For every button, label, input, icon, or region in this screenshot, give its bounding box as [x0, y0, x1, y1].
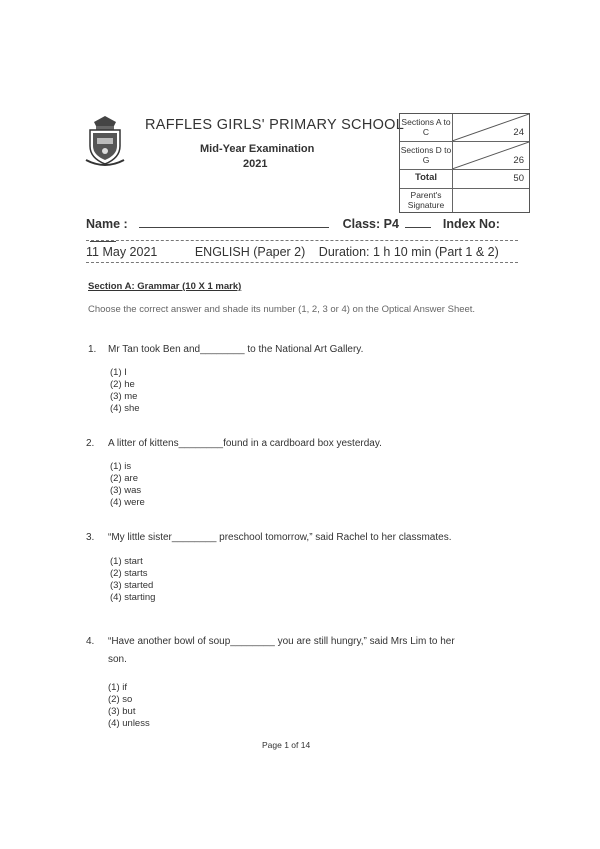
score-row-parent-signature [400, 189, 529, 212]
option: (1) if [108, 682, 127, 693]
question-text: “Have another bowl of soup________ you are still hungry,” said Mrs Lim to her [108, 636, 455, 647]
score-value: 50 [513, 173, 524, 184]
section-a-heading: Section A: Grammar (10 X 1 mark) [88, 281, 242, 292]
question-number: 1. [88, 344, 97, 355]
score-value: 24 [513, 127, 524, 138]
school-crest-logo [84, 114, 126, 168]
option: (1) I [110, 367, 127, 378]
option: (4) unless [108, 718, 150, 729]
exam-duration: Duration: 1 h 10 min (Part 1 & 2) [318, 245, 499, 259]
name-label: Name : [86, 217, 128, 231]
option: (2) he [110, 379, 135, 390]
option: (3) was [110, 485, 142, 496]
option: (4) were [110, 497, 145, 508]
question-options [110, 367, 140, 415]
name-blank[interactable] [139, 217, 329, 228]
question-text: Mr Tan took Ben and________ to the National Art Gallery. [108, 344, 364, 355]
score-label: Sections A to C [401, 117, 451, 137]
class-blank[interactable] [405, 217, 431, 228]
option: (2) are [110, 473, 138, 484]
option: (1) is [110, 461, 132, 472]
option: (2) so [108, 694, 133, 705]
option: (4) she [110, 403, 140, 414]
exam-year: 2021 [243, 158, 268, 170]
option: (1) start [110, 556, 143, 567]
option: (3) but [108, 706, 136, 717]
exam-date: 11 May 2021 [86, 245, 158, 259]
option: (2) starts [110, 568, 148, 579]
question-text: “My little sister________ preschool tomorrow,” said Rachel to her classmates. [108, 532, 452, 543]
question-options [110, 461, 145, 509]
score-label: Total [415, 172, 437, 183]
question-number: 4. [86, 636, 95, 647]
question-text: A litter of kittens________found in a cardboard box yesterday. [108, 438, 382, 449]
score-row-sections-d-g [400, 142, 529, 170]
score-box [399, 113, 530, 213]
score-label: Parent's Signature [407, 190, 445, 210]
score-value: 26 [513, 155, 524, 166]
option: (3) started [110, 580, 154, 591]
score-row-sections-a-c [400, 114, 529, 142]
divider [86, 240, 518, 241]
question-options [110, 556, 155, 604]
exam-info-row [86, 245, 518, 259]
exam-title: Mid-Year Examination [200, 143, 315, 155]
question-number: 2. [86, 438, 95, 449]
option: (3) me [110, 391, 138, 402]
score-row-total [400, 170, 529, 189]
school-name: RAFFLES GIRLS' PRIMARY SCHOOL [145, 117, 405, 133]
page-number: Page 1 of 14 [262, 740, 311, 750]
divider [86, 262, 518, 263]
question-text-continued: son. [108, 654, 127, 665]
class-label: Class: P4 [342, 217, 399, 231]
index-label: Index No: [442, 217, 500, 231]
option: (4) starting [110, 592, 156, 603]
section-a-instructions: Choose the correct answer and shade its number (1, 2, 3 or 4) on the Optical Answer Sheet. [88, 304, 476, 315]
question-options [108, 682, 150, 730]
score-label: Sections D to G [400, 145, 452, 165]
question-number: 3. [86, 532, 95, 543]
exam-subject: ENGLISH (Paper 2) [194, 245, 306, 259]
